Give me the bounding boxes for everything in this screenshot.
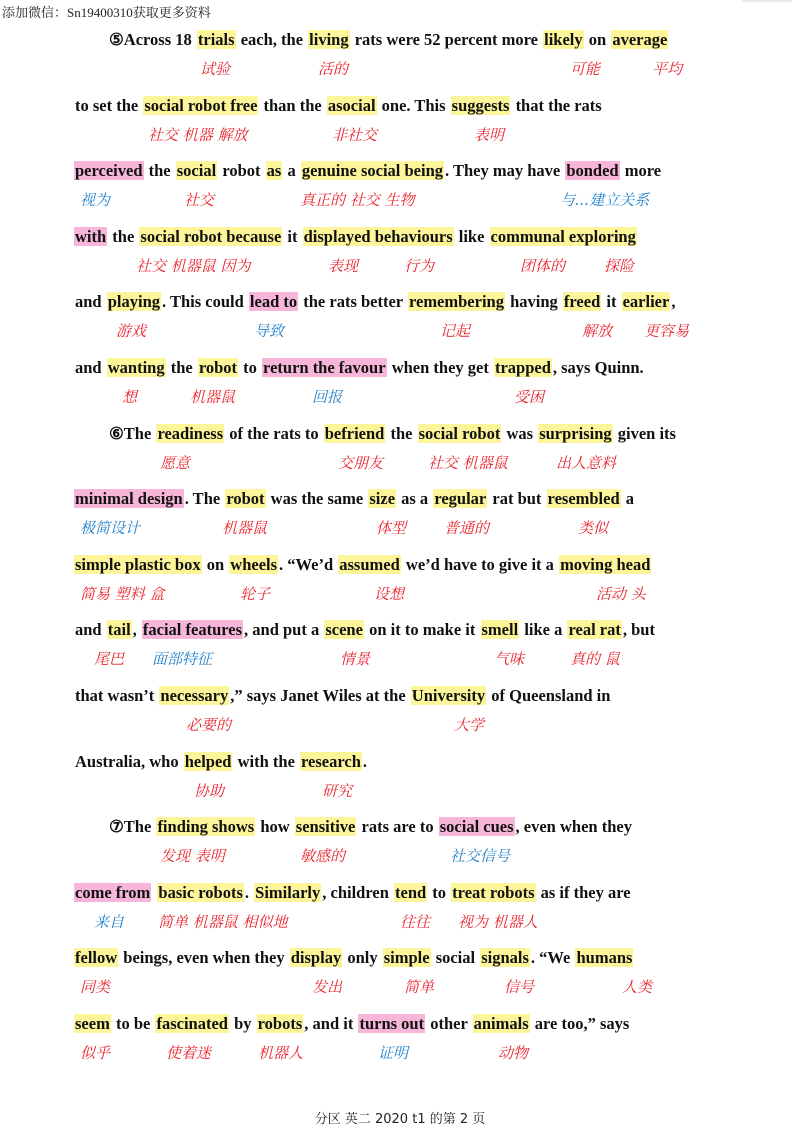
chinese-gloss: 想 [122, 388, 138, 406]
highlighted-term: return the favour [263, 358, 386, 377]
gloss-line [74, 317, 754, 345]
chinese-gloss: 人类 [622, 978, 653, 997]
chinese-gloss: 必要的 [186, 716, 232, 734]
highlighted-term: turns out [359, 1014, 425, 1033]
chinese-gloss: 情景 [340, 650, 371, 669]
text-segment: , [671, 292, 676, 312]
english-line [74, 681, 611, 711]
chinese-gloss: 大学 [454, 716, 485, 734]
chinese-gloss: 与...建立关系 [560, 191, 650, 210]
chinese-gloss: 机器鼠 [222, 519, 268, 538]
chinese-gloss: 机器鼠 [190, 388, 236, 406]
text-segment: of Queensland in [487, 686, 611, 705]
text-segment: how [256, 817, 294, 837]
chinese-gloss: 社交 机器鼠 因为 [136, 256, 251, 275]
english-line [74, 550, 651, 580]
chinese-gloss: 试验 [200, 60, 231, 78]
text-segment: , and it [304, 1014, 358, 1033]
chinese-gloss: 更容易 [644, 322, 690, 341]
text-segment: than the [259, 95, 326, 115]
chinese-gloss: 交朋友 [338, 453, 384, 472]
chinese-gloss: 可能 [570, 60, 601, 78]
chinese-gloss: 回报 [312, 388, 343, 406]
chinese-gloss: 团体的 [520, 256, 566, 275]
english-line [74, 156, 662, 186]
chinese-gloss: 动物 [498, 1044, 529, 1062]
chinese-gloss: 面部特征 [152, 650, 213, 669]
highlighted-term: real rat [568, 620, 621, 640]
text-segment: a [621, 489, 635, 509]
chinese-gloss: 尾巴 [94, 650, 125, 669]
highlighted-term: Similarly [255, 882, 321, 902]
highlighted-term: bonded [566, 161, 619, 181]
text-segment: like [454, 226, 489, 246]
highlighted-term: moving head [560, 554, 651, 574]
chinese-gloss: 平均 [652, 60, 683, 78]
chinese-gloss: 表现 [328, 256, 359, 275]
chinese-gloss: 研究 [322, 781, 353, 800]
gloss-line [74, 55, 754, 83]
highlighted-term: robot [198, 358, 238, 377]
text-segment: we’d have to give it a [401, 554, 559, 574]
chinese-gloss: 活动 头 [596, 584, 646, 603]
english-line [74, 222, 637, 252]
highlighted-term: wanting [107, 358, 165, 377]
chinese-gloss: 证明 [378, 1044, 409, 1062]
highlighted-term: as [266, 161, 282, 181]
chinese-gloss: 社交 机器 解放 [148, 125, 248, 144]
highlighted-term: simple plastic box [75, 554, 201, 574]
chinese-gloss: 似乎 [80, 1044, 111, 1062]
text-segment: ⑦The [109, 817, 156, 837]
chinese-gloss: 真的 鼠 [570, 650, 620, 669]
highlighted-term: seem [75, 1014, 110, 1033]
gloss-line [74, 383, 754, 411]
text-segment: the [386, 423, 417, 443]
text-segment: , but [622, 620, 655, 640]
gloss-line [74, 514, 754, 542]
text-segment: ,” says Janet Wiles at the [230, 686, 410, 705]
highlighted-term: finding shows [157, 817, 255, 837]
text-segment: . They may have [445, 161, 565, 181]
highlighted-term: research [301, 751, 361, 771]
highlighted-term: trials [197, 30, 235, 49]
text-segment: was [502, 423, 538, 443]
text-segment: . [362, 751, 368, 771]
chinese-gloss: 活的 [318, 60, 349, 78]
english-line [74, 1009, 630, 1039]
gloss-line [74, 908, 754, 936]
gloss-line [74, 645, 754, 673]
chinese-gloss: 简易 塑料 盒 [80, 584, 165, 603]
text-segment: . This could [162, 292, 248, 312]
chinese-gloss: 普通的 [444, 519, 490, 538]
highlighted-term: playing [107, 292, 161, 312]
highlighted-term: fascinated [156, 1014, 228, 1033]
highlighted-term: robot [226, 489, 265, 509]
gloss-line [74, 186, 754, 214]
text-segment: one. This [377, 95, 450, 115]
highlighted-term: treat robots [452, 882, 535, 902]
text-segment: that the rats [511, 95, 602, 115]
text-segment: to [239, 358, 262, 377]
chinese-gloss: 解放 [582, 322, 613, 341]
highlighted-term: basic robots [158, 882, 243, 902]
chinese-gloss: 表明 [474, 125, 505, 144]
text-segment: was the same [266, 489, 368, 509]
highlighted-term: sensitive [295, 817, 356, 837]
highlighted-term: social robot because [140, 226, 282, 246]
chinese-gloss: 轮子 [240, 584, 271, 603]
chinese-gloss: 气味 [494, 650, 525, 669]
text-segment: like a [520, 620, 567, 640]
text-segment: . “We’d [279, 554, 338, 574]
text-segment: , children [322, 882, 393, 902]
chinese-gloss: 非社交 [332, 125, 378, 144]
chinese-gloss: 敏感的 [300, 847, 346, 866]
chinese-gloss: 探险 [604, 256, 635, 275]
text-segment: of the rats to [225, 423, 323, 443]
highlighted-term: social robot [418, 423, 501, 443]
text-segment: other [426, 1014, 472, 1033]
highlighted-term: robots [257, 1014, 303, 1033]
chinese-gloss: 视为 [80, 191, 111, 210]
gloss-line [74, 1039, 754, 1067]
text-segment: Australia, who [75, 751, 183, 771]
highlighted-term: social [176, 161, 217, 181]
text-segment: to [428, 882, 451, 902]
highlighted-term: helped [184, 751, 232, 771]
text-segment: given its [613, 423, 676, 443]
highlighted-term: simple [383, 948, 430, 968]
text-segment: social [431, 948, 480, 968]
gloss-line [74, 580, 754, 608]
highlighted-term: tend [395, 882, 427, 902]
english-line [74, 484, 635, 514]
chinese-gloss: 受困 [514, 388, 545, 406]
highlighted-term: tail [107, 620, 131, 640]
highlighted-term: earlier [622, 292, 670, 312]
text-segment: to set the [75, 95, 143, 115]
english-line [108, 812, 633, 842]
text-segment: . [244, 882, 254, 902]
text-segment: the [144, 161, 175, 181]
highlighted-term: genuine social being [301, 161, 443, 181]
text-segment: the [166, 358, 197, 377]
highlighted-term: lead to [249, 292, 298, 312]
text-segment: when they get [387, 358, 493, 377]
text-segment: it [602, 292, 621, 312]
text-segment: , [132, 620, 141, 640]
highlighted-term: come from [75, 882, 151, 902]
text-segment: rats are to [357, 817, 438, 837]
text-segment: ⑥The [109, 423, 156, 443]
chinese-gloss: 往往 [400, 912, 431, 931]
chinese-gloss: 体型 [376, 519, 407, 538]
gloss-line [74, 973, 754, 1001]
highlighted-term: average [612, 30, 668, 49]
highlighted-term: signals [481, 948, 529, 968]
english-line [74, 615, 656, 645]
highlighted-term: social robot free [144, 95, 258, 115]
chinese-gloss: 极简设计 [80, 519, 141, 538]
text-segment: rats were 52 percent more [350, 30, 543, 49]
chinese-gloss: 机器人 [258, 1044, 304, 1062]
chinese-gloss: 行为 [404, 256, 435, 275]
highlighted-term: asocial [327, 95, 376, 115]
highlighted-term: remembering [408, 292, 504, 312]
text-segment: by [229, 1014, 256, 1033]
highlighted-term: facial features [142, 620, 243, 640]
gloss-line [74, 711, 754, 739]
highlighted-term: readiness [157, 423, 224, 443]
gloss-line [74, 252, 754, 280]
chinese-gloss: 记起 [440, 322, 471, 341]
english-line [108, 25, 668, 55]
chinese-gloss: 出人意料 [556, 453, 617, 472]
highlighted-term: displayed behaviours [303, 226, 453, 246]
highlighted-term: smell [481, 620, 519, 640]
highlighted-term: befriend [324, 423, 385, 443]
english-line [108, 419, 677, 449]
text-segment: , says Quinn. [552, 358, 644, 377]
text-segment: that wasn’t [75, 686, 159, 705]
text-segment: to be [111, 1014, 155, 1033]
highlighted-term: minimal design [75, 489, 183, 509]
text-segment: with the [233, 751, 300, 771]
highlighted-term: living [309, 30, 349, 49]
chinese-gloss: 来自 [94, 912, 125, 931]
chinese-gloss: 真正的 社交 生物 [300, 191, 415, 210]
highlighted-term: necessary [160, 686, 229, 705]
english-line [74, 747, 368, 777]
chinese-gloss: 类似 [578, 519, 609, 538]
text-segment: , and put a [244, 620, 324, 640]
text-segment: the [108, 226, 139, 246]
text-segment: the rats better [299, 292, 407, 312]
highlighted-term: regular [434, 489, 487, 509]
highlighted-term: display [290, 948, 342, 968]
text-segment: more [620, 161, 662, 181]
text-segment: as a [397, 489, 433, 509]
chinese-gloss: 同类 [80, 978, 111, 997]
highlighted-term: communal exploring [490, 226, 636, 246]
text-segment: each, the [236, 30, 308, 49]
english-line [74, 91, 603, 121]
chinese-gloss: 社交 机器鼠 [428, 453, 508, 472]
text-segment: robot [218, 161, 265, 181]
text-segment: on [202, 554, 229, 574]
text-segment: , even when they [515, 817, 632, 837]
english-line [74, 287, 676, 317]
highlighted-term: humans [576, 948, 633, 968]
chinese-gloss: 设想 [374, 584, 405, 603]
gloss-line [74, 842, 754, 870]
highlighted-term: size [369, 489, 396, 509]
text-segment: ⑤Across 18 [109, 30, 196, 49]
chinese-gloss: 信号 [504, 978, 535, 997]
chinese-gloss: 社交 [184, 191, 215, 210]
chinese-gloss: 简单 [404, 978, 435, 997]
highlighted-term: resembled [547, 489, 620, 509]
english-line [74, 943, 633, 973]
chinese-gloss: 简单 机器鼠 相似地 [158, 912, 288, 931]
text-segment: only [343, 948, 382, 968]
highlighted-term: perceived [75, 161, 143, 181]
chinese-gloss: 导致 [254, 322, 285, 341]
chinese-gloss: 视为 机器人 [458, 912, 538, 931]
highlighted-term: social cues [439, 817, 514, 837]
highlighted-term: likely [544, 30, 583, 49]
gloss-line [74, 121, 754, 149]
chinese-gloss: 使着迷 [166, 1044, 212, 1062]
chinese-gloss: 协助 [194, 781, 225, 800]
highlighted-term: fellow [75, 948, 118, 968]
text-segment: and [75, 358, 106, 377]
highlighted-term: with [75, 226, 107, 246]
highlighted-term: trapped [494, 358, 551, 377]
watermark: 添加微信：Sn19400310获取更多资料 [2, 5, 211, 20]
chinese-gloss: 发现 表明 [160, 847, 225, 866]
highlighted-term: freed [563, 292, 601, 312]
text-segment: and [75, 620, 106, 640]
chinese-gloss: 愿意 [160, 453, 191, 472]
highlighted-term: University [411, 686, 486, 705]
scan-mark [742, 0, 792, 2]
english-line [74, 353, 645, 383]
text-segment: beings, even when they [119, 948, 289, 968]
chinese-gloss: 游戏 [116, 322, 147, 341]
text-segment: . The [184, 489, 225, 509]
gloss-line [74, 449, 754, 477]
text-segment: a [283, 161, 300, 181]
text-segment: rat but [488, 489, 546, 509]
text-segment: . “We [530, 948, 575, 968]
text-segment: and [75, 292, 106, 312]
chinese-gloss: 社交信号 [450, 847, 511, 866]
highlighted-term: animals [473, 1014, 529, 1033]
highlighted-term: assumed [339, 554, 400, 574]
highlighted-term: scene [325, 620, 363, 640]
text-segment: having [505, 292, 562, 312]
text-segment: are too,” says [530, 1014, 630, 1033]
text-segment: on [584, 30, 611, 49]
english-line [74, 878, 632, 908]
highlighted-term: surprising [539, 423, 612, 443]
chinese-gloss: 发出 [312, 978, 343, 997]
highlighted-term: wheels [230, 554, 278, 574]
text-segment: on it to make it [364, 620, 480, 640]
page-footer: 分区 英二 2020 t1 的第 2 页 [314, 1112, 486, 1127]
gloss-line [74, 777, 754, 805]
text-segment: it [283, 226, 302, 246]
highlighted-term: suggests [451, 95, 510, 115]
text-segment: as if they are [536, 882, 631, 902]
